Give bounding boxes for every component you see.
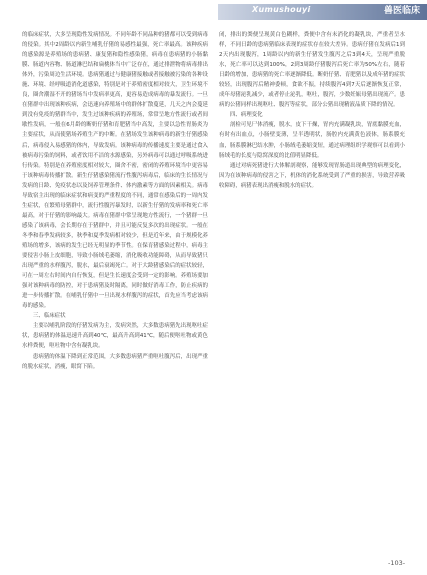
body-paragraph: 通过对病死猪进行大体解剖观察，能够发现胃肠道出现典型的病理变化，因为在该种病毒的侵害之下，机体的消化系统受到了严重的损害，导致营养吸收障碍，病猪表现出消瘦和脱水的症状。 <box>219 162 405 189</box>
section-tag: 兽医临床 <box>384 6 421 16</box>
body-paragraph: 的临床症状，大多呈现隐性发病情况。不同年龄不同品种的猪都可以受到病毒的侵染。其中2周龄以内新生哺乳仔猪的易感性最强，死亡率最高。该种疾病的感染源是养殖场的患病猪、康复猪和隐性感染猪，病毒在患病猪的小肠黏膜、肠道内容物、肠道淋巴结和扁桃体当中广泛存在，通过排泄物将病毒排出体外，污染周边生活环境。患病猪通过与健康猪接触或者接触被污染的各种设施、环境、经呼吸道消化道感染，特别是对于养殖密度相对较大，卫生环境不良，圈舍潮湿不开的猪场当中发病率更高，更容易造成病毒的暴发流行。一旦在猪群中出现该种疾病，会迅速向养殖场中的群体扩散蔓延，几天之内会蔓延到没有免疫的猪群当中，发生过该种疾病的养殖场，常常呈地方性流行或者间歇性发病，一般在6月龄的断奶仔猪和育肥猪当中高发，主要以急性胃肠炎为主要症状，从而使猪场养殖生产的中断。在猪场发生该种病毒的新生仔猪感染后，病毒侵入易感猪的体内，导致发病。该种病毒的传播速度主要是通过食入被病毒污染的饲料，或者饮用不洁的水源感染，另外病毒可以通过呼吸系统进行传染。特别是在养殖密度相对较大，圈舍不密，密闭的养殖环境当中更容易于该种病毒传播扩散。新生仔猪感染猪流行性腹泻病毒后，临床的生长情况与发病的日龄、免疫状态以及饲养管理条件、体内激素等方面的因素相关。病毒导致宿主出现的临床症状和病变的严重程度的不同，通常在感染后的一周内发生症状，在繁殖母猪群中，流行性腹泻暴发时，以新生仔猪的发病率和死亡率最高，对于仔猪的影响最大。病毒在猪群中常呈现地方性流行，一个猪群一旦感染了该病毒，会长期存在于猪群中，并且可能反复多次的出现症状。一般在冬季和春季发病较多，秋季和夏季发病相对较少，但是近年来，由于规模化养殖场的增多，该病的发生已经无明显的季节性。在保育猪感染过程中，病毒主要侵害小肠上皮细胞，导致小肠绒毛萎缩，消化吸收功能障碍，从而导致猪只出现严重的水样腹泻，脱水，最后衰竭死亡。对于大龄猪感染后的症状较轻，可在一周左右时间内自行恢复，但是生长速度会受到一定的影响。养殖场要加强对该种病毒的防控，对于患病猪及时隔离，同时做好消毒工作，防止疾病的进一步传播扩散。在哺乳仔猪中一旦出现水样腹泻的症状，首先应当考虑该病毒的感染。 <box>22 32 208 310</box>
body-paragraph: 剖检可见尸体消瘦，脱水，皮下干燥，胃内充满凝乳块，胃底黏膜充血，有时有出血点，小肠壁变薄，呈半透明状，肠腔内充满黄色液体，肠系膜充血，肠系膜淋巴结水肿，小肠绒毛萎缩变短，通过病理组织学观察可以看到小肠绒毛的长度与隐窝深度的比值明显降低。 <box>219 122 405 159</box>
body-paragraph: 患病猪的体温下降到正常范围，大多数患病猪严重呕吐腹泻后，出现严重的脱水症状，消瘦，眼窝下陷。 <box>22 353 208 370</box>
section-heading: 三、临床症状 <box>32 313 66 320</box>
section-heading: 四、病理变化 <box>229 112 263 119</box>
left-column <box>22 30 208 372</box>
page-number: -103- <box>388 559 406 567</box>
journal-brand: Xumushouyi <box>252 5 311 14</box>
right-column <box>219 30 405 191</box>
body-paragraph: 主要以哺乳阶段的仔猪发病为主，发病突然，大多数患病猪先出现呕吐症状，患病猪的体温迅速升高到40℃，最高升高到41℃，随后便呕吐物或黄色水样粪便，呕吐物中含有凝乳块。 <box>22 323 208 350</box>
body-paragraph: 闭，排出的粪便呈现黄白色糊样，粪便中含有未消化的凝乳块，严重者呈水样，不同日龄的患病猪临床表现的症状存在较大差异。患病仔猪在发病后1到2天内出现腹泻，1周龄以内的新生仔猪发生腹泻之后3到4天，呈现严重脱水，死亡率可以达到100%，2到3周龄仔猪腹泻后死亡率为50%左右，随着日龄的增加，患病猪的死亡率逐渐降低。断奶仔猪、育肥猪以及成年猪的症状较轻，出现腹泻后精神委顿，食欲不振，持续腹泻4到7天后逐渐恢复正常，成年母猪泌乳减少，或者停止泌乳，呕吐，腹泻，少数妊娠母猪出现流产。患病的公猪同样出现呕吐、腹泻等症状，部分公猪出现精液品质下降的情况。 <box>219 32 405 109</box>
